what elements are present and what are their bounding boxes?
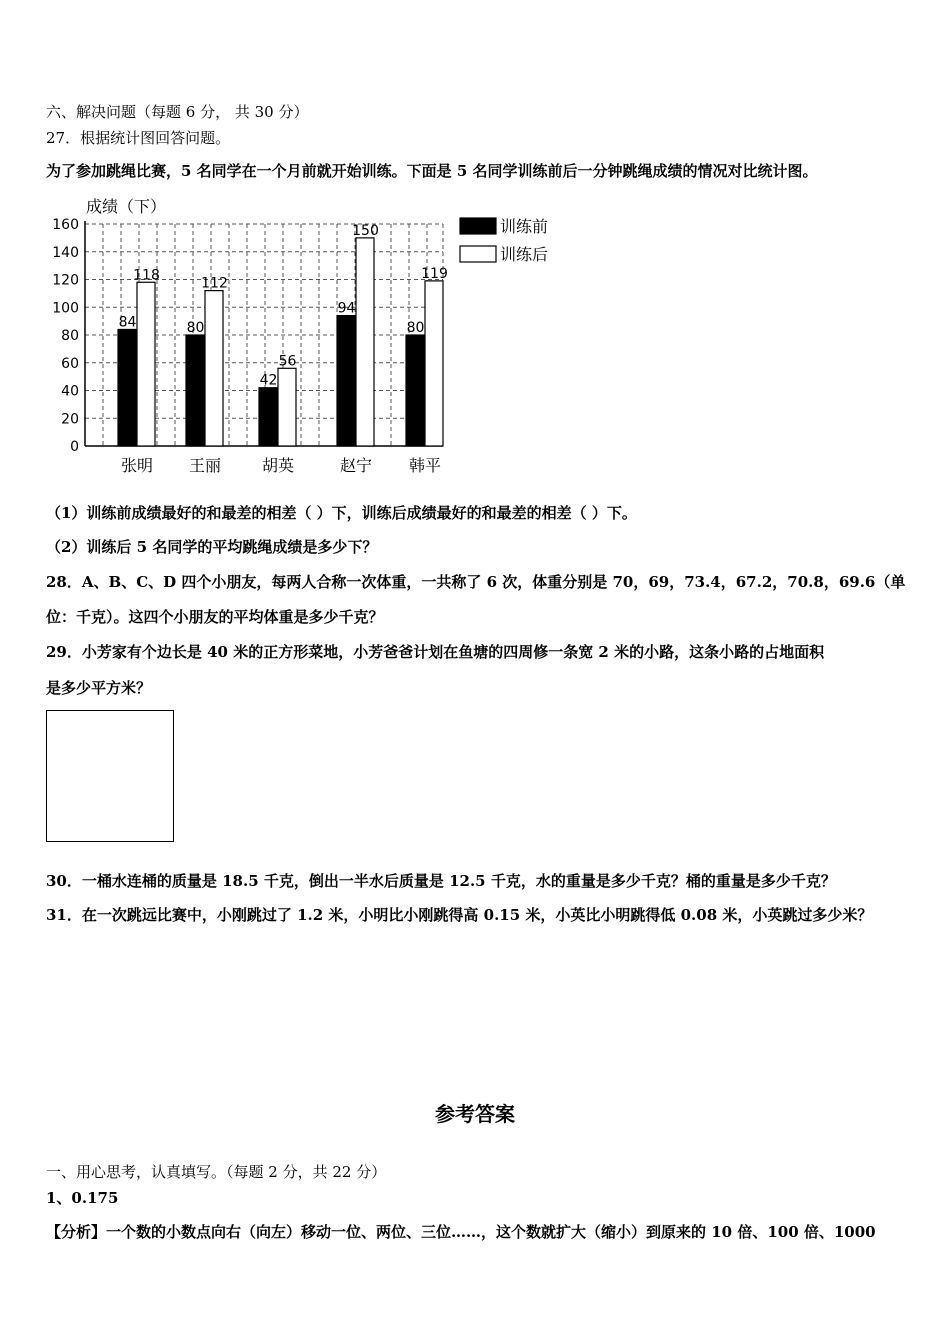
- y-tick-label: 140: [52, 244, 79, 261]
- bar-before: [186, 335, 204, 446]
- question-27-sub1: （1）训练前成绩最好的和最差的相差（ ）下，训练后成绩最好的和最差的相差（ ）下。: [46, 504, 637, 522]
- bar-value-label: 119: [421, 265, 448, 282]
- question-27-intro: 为了参加跳绳比赛，5 名同学在一个月前就开始训练。下面是 5 名同学训练前后一分钟跳绳成绩的情况对比统计图。: [46, 162, 818, 180]
- y-tick-label: 40: [61, 383, 79, 400]
- question-27-sub2: （2）训练后 5 名同学的平均跳绳成绩是多少下？: [46, 538, 378, 556]
- bar-value-label: 118: [133, 267, 160, 284]
- bar-value-label: 80: [406, 320, 425, 336]
- bar-after: [137, 282, 155, 446]
- bar-value-label: 84: [118, 314, 137, 331]
- y-tick-label: 160: [52, 217, 79, 233]
- question-28-line1: 28．A、B、C、D 四个小朋友，每两人合称一次体重，一共称了 6 次，体重分别是 70，69，73.4，67.2，70.8，69.6（单: [46, 573, 906, 591]
- question-27-title: 27．根据统计图回答问题。: [46, 129, 231, 147]
- bar-value-label: 42: [259, 372, 278, 389]
- y-tick-label: 20: [61, 411, 79, 428]
- y-tick-label: 100: [52, 300, 79, 317]
- x-category-label: 张明: [120, 456, 154, 475]
- square-field-figure: [46, 710, 174, 842]
- answer-1: 1、0.175: [46, 1189, 119, 1207]
- bar-value-label: 150: [352, 222, 379, 239]
- bar-value-label: 112: [201, 275, 228, 292]
- bar-after: [356, 238, 374, 446]
- y-tick-label: 80: [61, 328, 79, 344]
- y-axis-title: 成绩（下）: [86, 197, 167, 216]
- bar-before: [118, 329, 136, 446]
- y-tick-label: 0: [70, 439, 79, 455]
- bar-after: [205, 291, 223, 446]
- bar-after: [278, 368, 296, 446]
- section-heading: 六、解决问题（每题 6 分， 共 30 分）: [46, 103, 309, 121]
- legend-label: 训练后: [500, 245, 549, 264]
- bar-after: [425, 281, 443, 446]
- legend-label: 训练前: [500, 217, 549, 236]
- legend-swatch: [460, 218, 496, 234]
- bar-value-label: 56: [278, 353, 297, 370]
- bar-value-label: 80: [186, 320, 205, 336]
- bar-before: [259, 388, 277, 446]
- answers-section1: 一、用心思考，认真填写。（每题 2 分，共 22 分）: [46, 1163, 387, 1181]
- bar-value-label: 94: [337, 300, 356, 317]
- question-31: 31．在一次跳远比赛中，小刚跳过了 1.2 米，小明比小刚跳得高 0.15 米，小英比小明跳得低 0.08 米，小英跳过多少米？: [46, 906, 873, 924]
- x-category-label: 韩平: [408, 456, 442, 475]
- question-29-line2: 是多少平方米？: [46, 679, 152, 697]
- question-30: 30．一桶水连桶的质量是 18.5 千克，倒出一半水后质量是 12.5 千克，水的重量是多少千克？桶的重量是多少千克？: [46, 872, 836, 890]
- question-28-line2: 位：千克）。这四个小朋友的平均体重是多少千克？: [46, 608, 384, 626]
- x-category-label: 王丽: [188, 456, 222, 475]
- question-29-line1: 29．小芳家有个边长是 40 米的正方形菜地，小芳爸爸计划在鱼塘的四周修一条宽 2 米的小路，这条小路的占地面积: [46, 643, 825, 661]
- answers-title: 参考答案: [435, 1102, 515, 1126]
- legend-swatch: [460, 246, 496, 262]
- y-tick-label: 60: [61, 355, 79, 372]
- y-tick-label: 120: [52, 272, 79, 289]
- bar-before: [337, 316, 355, 446]
- bar-before: [406, 335, 424, 446]
- x-category-label: 赵宁: [339, 456, 373, 475]
- x-category-label: 胡英: [261, 456, 295, 475]
- bar-chart: [40, 190, 570, 485]
- answer-analysis: 【分析】一个数的小数点向右（向左）移动一位、两位、三位……，这个数就扩大（缩小）到原来的 10 倍、100 倍、1000: [46, 1223, 876, 1241]
